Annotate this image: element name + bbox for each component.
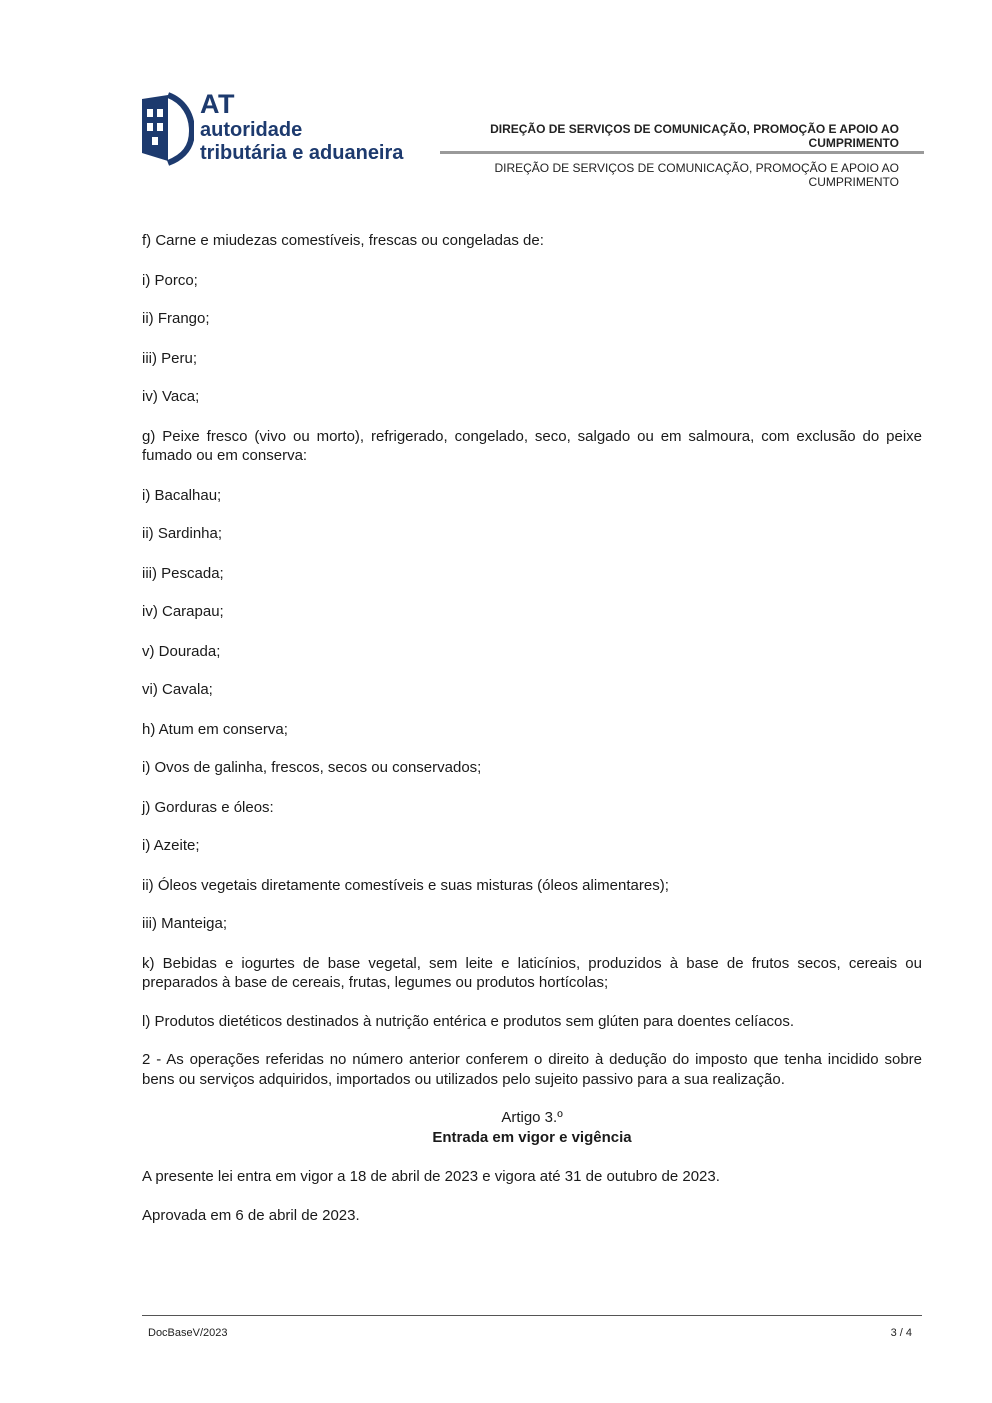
list-item: i) Bacalhau; xyxy=(142,486,222,504)
list-item: i) Porco; xyxy=(142,271,198,289)
paragraph-k: k) Bebidas e iogurtes de base vegetal, sem leite e laticínios, produzidos à base de frutos secos, cereais ou preparados à base de cereais, frutas, legumes ou produtos hortícolas; xyxy=(142,954,922,991)
article-text: A presente lei entra em vigor a 18 de abril de 2023 e vigora até 31 de outubro de 2023. xyxy=(142,1168,720,1185)
list-item: v) Dourada; xyxy=(142,642,221,660)
paragraph-g: g) Peixe fresco (vivo ou morto), refrigerado, congelado, seco, salgado ou em salmoura, com exclusão do peixe fumado ou em conserva: xyxy=(142,427,922,464)
list-item: iv) Carapau; xyxy=(142,603,224,620)
footer-page-number: 3 / 4 xyxy=(890,1327,912,1339)
logo-line-2: tributária e aduaneira xyxy=(200,142,404,164)
logo-line-1: autoridade xyxy=(200,119,303,141)
list-item: vi) Cavala; xyxy=(142,681,213,698)
article-heading: Entrada em vigor e vigência xyxy=(432,1128,632,1146)
footer-divider xyxy=(142,1315,922,1316)
document-body xyxy=(142,231,922,1225)
list-item: iii) Pescada; xyxy=(142,564,224,582)
header-divider xyxy=(440,151,924,154)
paragraph-l: l) Produtos dietéticos destinados à nutrição entérica e produtos sem glúten para doentes celíacos. xyxy=(142,1012,795,1030)
paragraph-h: h) Atum em conserva; xyxy=(142,720,288,738)
coat-of-arms-icon xyxy=(138,91,194,167)
list-item: ii) Óleos vegetais diretamente comestíveis e suas misturas (óleos alimentares); xyxy=(142,876,669,894)
list-item: ii) Frango; xyxy=(142,310,210,327)
footer-doc-ref: DocBaseV/2023 xyxy=(148,1327,228,1339)
at-logo xyxy=(138,91,438,171)
header-title-bold: DIREÇÃO DE SERVIÇOS DE COMUNICAÇÃO, PROMOÇÃO E APOIO AO CUMPRIMENTO xyxy=(490,122,899,150)
paragraph-2: 2 - As operações referidas no número anterior conferem o direito à dedução do imposto que tenha incidido sobre bens ou serviços adquiridos, importados ou utilizados pelo sujeito passivo para a sua realização. xyxy=(142,1051,922,1088)
paragraph-j: j) Gorduras e óleos: xyxy=(142,798,274,816)
list-item: ii) Sardinha; xyxy=(142,525,223,542)
article-number: Artigo 3.º xyxy=(501,1109,563,1126)
list-item: i) Azeite; xyxy=(142,837,200,854)
paragraph-i: i) Ovos de galinha, frescos, secos ou conservados; xyxy=(142,759,482,776)
approval-date: Aprovada em 6 de abril de 2023. xyxy=(142,1206,360,1224)
list-item: iv) Vaca; xyxy=(142,388,200,405)
list-item: iii) Peru; xyxy=(142,349,198,367)
list-item: iii) Manteiga; xyxy=(142,915,228,932)
logo-at-text: AT xyxy=(200,89,235,119)
header-title-sub: DIREÇÃO DE SERVIÇOS DE COMUNICAÇÃO, PROMOÇÃO E APOIO AO CUMPRIMENTO xyxy=(494,161,899,189)
paragraph-f: f) Carne e miudezas comestíveis, frescas ou congeladas de: xyxy=(142,232,544,249)
